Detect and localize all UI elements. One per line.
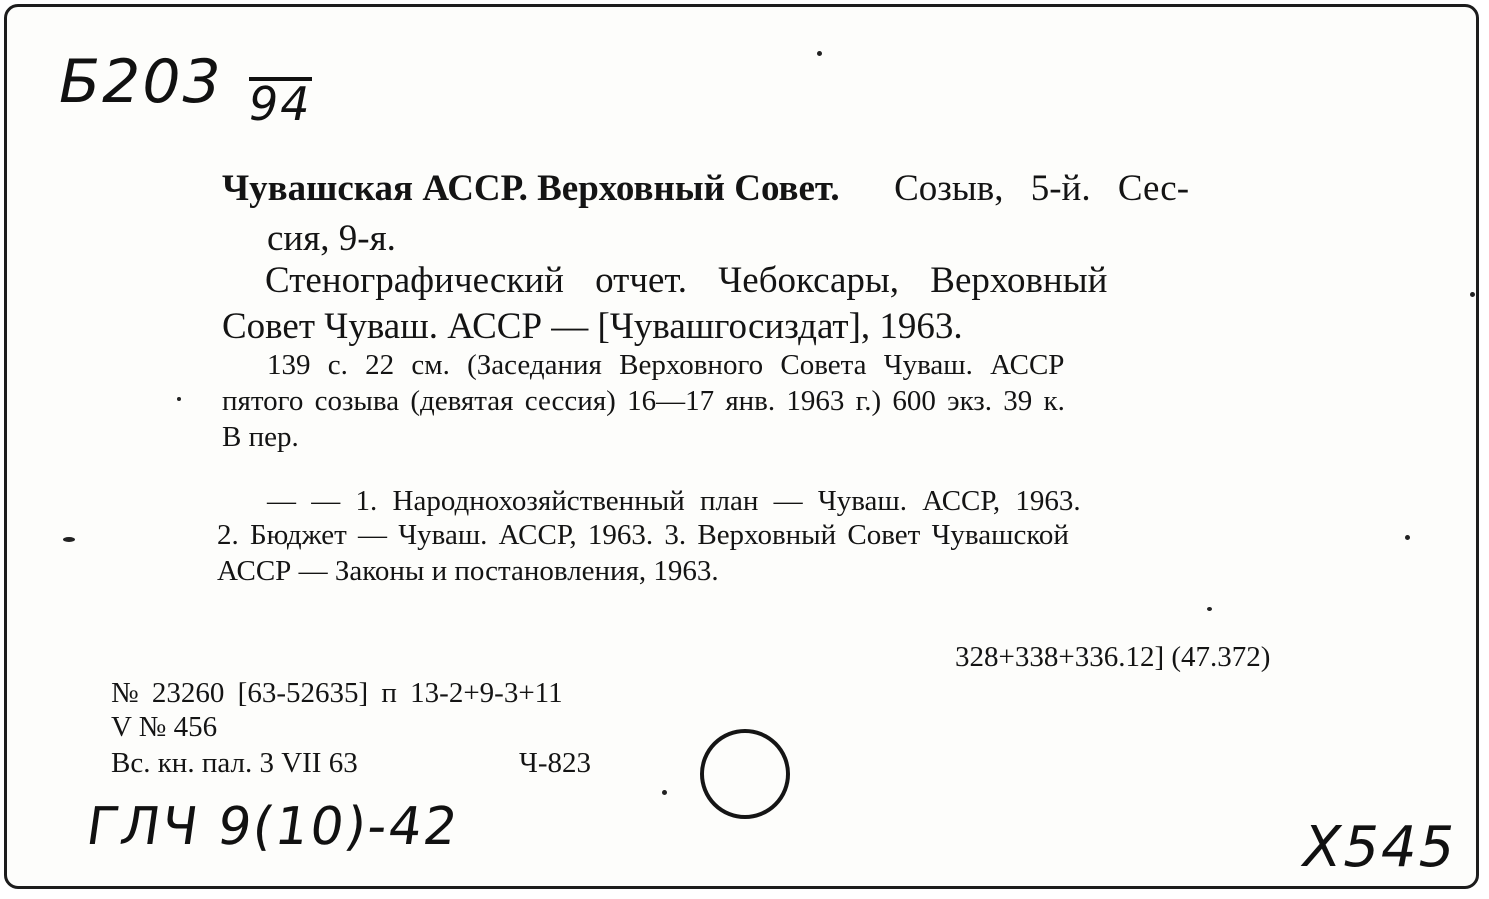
subjects-line-2: 2. Бюджет — Чуваш. АССР, 1963. 3. Верховный Совет Чувашской xyxy=(217,519,1069,551)
entry-heading xyxy=(222,167,1189,210)
handwritten-call-fraction: 94 xyxy=(249,77,312,131)
subjects-line-3: АССР — Законы и постановления, 1963. xyxy=(217,555,719,587)
scan-speck xyxy=(662,790,667,795)
subjects-line-1: — — 1. Народнохозяйственный план — Чуваш. АССР, 1963. xyxy=(267,485,1081,517)
footer-line-2: V № 456 xyxy=(111,711,218,743)
title-line-2: Совет Чуваш. АССР — [Чувашгосиздат], 1963. xyxy=(222,306,963,347)
collation-line-3: В пер. xyxy=(222,421,299,453)
collation-line-2: пятого созыва (девятая сессия) 16—17 янв. 1963 г.) 600 экз. 39 к. xyxy=(222,385,1065,417)
scan-speck xyxy=(817,51,822,56)
scan-speck xyxy=(1405,535,1410,540)
footer-line-3-right: Ч-823 xyxy=(519,747,592,779)
scan-speck xyxy=(1207,607,1212,611)
scan-speck xyxy=(177,397,181,401)
handwritten-call-number: Б203 xyxy=(59,47,223,117)
heading-bold: Чувашская АССР. Верховный Совет. xyxy=(222,168,840,209)
heading-rest: Созыв, 5-й. Сес- xyxy=(894,168,1190,209)
classification-index: 328+338+336.12] (47.372) xyxy=(955,641,1271,673)
footer-line-1: № 23260 [63-52635] п 13-2+9-3+11 xyxy=(111,677,563,709)
footer-line-3-left: Вс. кн. пал. 3 VII 63 xyxy=(111,747,358,779)
collation-line-1: 139 с. 22 см. (Заседания Верховного Совета Чуваш. АССР xyxy=(267,349,1065,381)
scan-speck xyxy=(63,537,75,542)
handwritten-corner-note: X545 xyxy=(1303,815,1457,880)
title-line-1: Стенографический отчет. Чебоксары, Верховный xyxy=(265,260,1108,301)
stamp-circle xyxy=(700,729,790,819)
scan-speck xyxy=(1470,292,1475,297)
catalog-card xyxy=(4,4,1479,889)
handwritten-bottom-note: ГЛЧ 9(10)-42 xyxy=(82,797,463,857)
heading-continuation: сия, 9-я. xyxy=(267,218,396,259)
